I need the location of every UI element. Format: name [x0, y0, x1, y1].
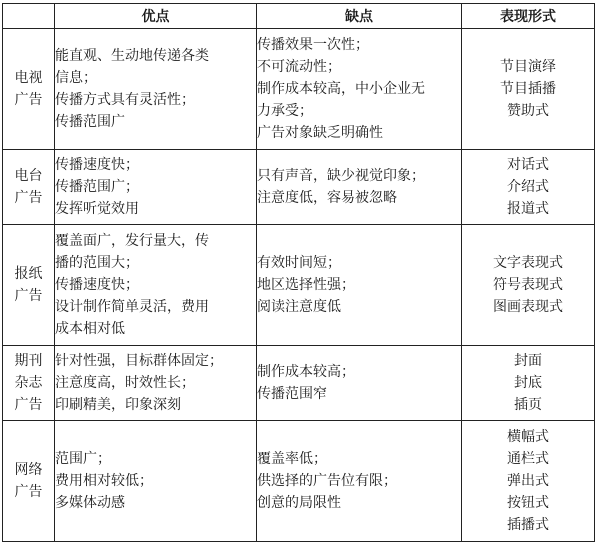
table-row-magazine-ad	[3, 346, 595, 421]
cons-cell	[257, 346, 462, 421]
cons-cell	[257, 150, 462, 225]
form-item: 弹出式	[507, 473, 549, 489]
forms-cell	[462, 346, 595, 421]
form-item: 通栏式	[507, 451, 549, 467]
form-item: 插播式	[507, 517, 549, 533]
con-item: 传播效果一次性；	[257, 37, 369, 53]
pro-item: 费用相对较低；	[55, 473, 153, 489]
pro-item: 传播速度快；	[55, 157, 139, 173]
con-item: 广告对象缺乏明确性	[257, 125, 383, 141]
con-item: 注意度低，容易被忽略	[257, 190, 397, 206]
pros-cell	[55, 29, 257, 150]
cons-cell	[257, 29, 462, 150]
header-type	[3, 4, 55, 29]
pro-item: 传播方式具有灵活性；	[55, 92, 195, 108]
header-forms: 表现形式	[462, 4, 595, 29]
type-label: 电台	[14, 168, 43, 184]
con-item: 创意的局限性	[257, 495, 341, 511]
form-item: 插页	[514, 397, 542, 413]
form-item: 节目演绎	[500, 59, 556, 75]
con-item: 制作成本较高，中小企业无	[257, 81, 425, 97]
type-label: 杂志	[14, 375, 43, 391]
type-cell	[3, 29, 55, 150]
con-item: 只有声音，缺少视觉印象；	[257, 168, 425, 184]
type-label: 广告	[14, 397, 43, 413]
pros-cell	[55, 421, 257, 542]
pro-item: 传播速度快；	[55, 277, 139, 293]
pro-item: 播的范围大；	[55, 255, 139, 271]
type-label: 广告	[14, 190, 43, 206]
form-item: 介绍式	[507, 179, 549, 195]
form-item: 封底	[514, 375, 542, 391]
form-item: 横幅式	[507, 429, 549, 445]
con-item: 传播范围窄	[257, 386, 327, 402]
header-pros: 优点	[55, 4, 257, 29]
pro-item: 传播范围广	[55, 114, 125, 130]
pro-item: 能直观、生动地传递各类	[55, 48, 209, 64]
con-item: 阅读注意度低	[257, 299, 341, 315]
pro-item: 传播范围广；	[55, 179, 139, 195]
form-item: 节目插播	[500, 81, 556, 97]
forms-cell	[462, 150, 595, 225]
header-row	[3, 4, 595, 29]
con-item: 力承受；	[257, 103, 313, 119]
pro-item: 发挥听觉效用	[55, 201, 139, 217]
form-item: 文字表现式	[493, 255, 563, 271]
type-label: 电视	[14, 70, 43, 86]
forms-cell	[462, 421, 595, 542]
table-row-tv-ad	[3, 29, 595, 150]
con-item: 覆盖率低；	[257, 451, 327, 467]
forms-cell	[462, 225, 595, 346]
table-row-radio-ad	[3, 150, 595, 225]
pro-item: 成本相对低	[55, 321, 125, 337]
cons-cell	[257, 225, 462, 346]
cons-cell	[257, 421, 462, 542]
table-row-web-ad	[3, 421, 595, 542]
pro-item: 范围广；	[55, 451, 111, 467]
type-label: 广告	[14, 484, 43, 500]
pro-item: 信息；	[55, 70, 97, 86]
type-label: 期刊	[14, 353, 43, 369]
form-item: 赞助式	[507, 103, 549, 119]
pro-item: 印刷精美，印象深刻	[55, 397, 181, 413]
type-label: 网络	[14, 462, 43, 478]
type-cell	[3, 150, 55, 225]
con-item: 有效时间短；	[257, 255, 341, 271]
form-item: 报道式	[507, 201, 549, 217]
con-item: 制作成本较高；	[257, 364, 355, 380]
type-label: 广告	[14, 92, 43, 108]
type-label: 广告	[14, 288, 43, 304]
type-cell	[3, 346, 55, 421]
table-row-newspaper-ad	[3, 225, 595, 346]
type-cell	[3, 421, 55, 542]
form-item: 按钮式	[507, 495, 549, 511]
pro-item: 多媒体动感	[55, 495, 125, 511]
type-label: 报纸	[14, 266, 43, 282]
pro-item: 覆盖面广，发行量大，传	[55, 233, 209, 249]
type-cell	[3, 225, 55, 346]
pro-item: 针对性强，目标群体固定；	[55, 353, 223, 369]
header-cons: 缺点	[257, 4, 462, 29]
form-item: 对话式	[507, 157, 549, 173]
pros-cell	[55, 346, 257, 421]
pro-item: 注意度高，时效性长；	[55, 375, 195, 391]
pro-item: 设计制作简单灵活，费用	[55, 299, 209, 315]
advertising-comparison-table	[2, 3, 595, 542]
con-item: 地区选择性强；	[257, 277, 355, 293]
con-item: 不可流动性；	[257, 59, 341, 75]
form-item: 符号表现式	[493, 277, 563, 293]
con-item: 供选择的广告位有限；	[257, 473, 397, 489]
pros-cell	[55, 225, 257, 346]
pros-cell	[55, 150, 257, 225]
forms-cell	[462, 29, 595, 150]
form-item: 图画表现式	[493, 299, 563, 315]
form-item: 封面	[514, 353, 542, 369]
